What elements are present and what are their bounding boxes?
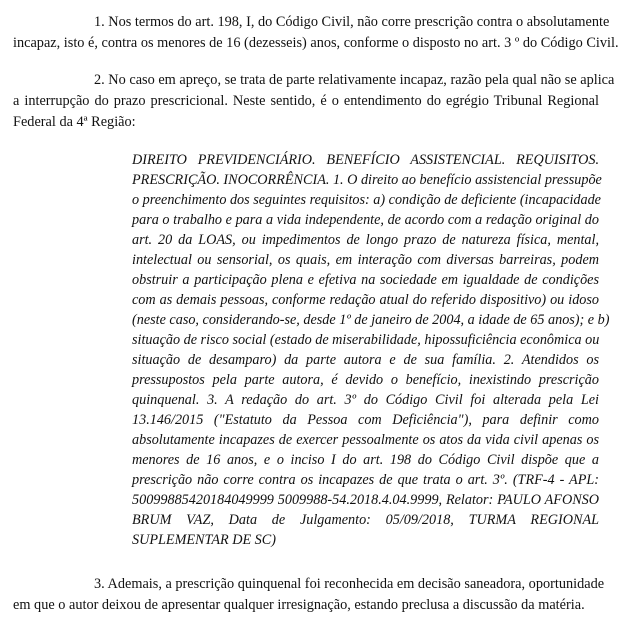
quote-line: 50099885420184049999 5009988-54.2018.4.04.9999, Relator: PAULO AFONSO [132,492,599,508]
quote-line: DIREITO PREVIDENCIÁRIO. BENEFÍCIO ASSISTENCIAL. REQUISITOS. [132,152,599,168]
quote-line: com as demais pessoas, conforme redação atual do referido dispositivo) ou idoso [132,292,599,308]
quote-line: (neste caso, considerando-se, desde 1º de janeiro de 2004, a idade de 65 anos); e b) [132,312,610,328]
quote-line: PRESCRIÇÃO. INOCORRÊNCIA. 1. O direito ao benefício assistencial pressupõe [132,172,602,188]
paragraph-3-line: em que o autor deixou de apresentar qualquer irresignação, estando preclusa a discussão da matéria. [13,597,585,613]
quote-line: situação de desamparo) da parte autora e de sua família. 2. Atendidos os [132,352,599,368]
quote-line: quinquenal. 3. A redação do art. 3º do Código Civil foi alterada pela Lei [132,392,599,408]
quote-line: o preenchimento dos seguintes requisitos: a) condição de deficiente (incapacidade [132,192,601,208]
paragraph-1-line: incapaz, isto é, contra os menores de 16 (dezesseis) anos, conforme o disposto no art. 3 º do Código Civil. [13,35,619,51]
quote-line: menores de 16 anos, e o inciso I do art. 198 do Código Civil dispõe que a [132,452,599,468]
quote-line: absolutamente incapazes de exercer pessoalmente os atos da vida civil apenas os [132,432,599,448]
quote-line: art. 20 da LOAS, ou impedimentos de longo prazo de natureza física, mental, [132,232,599,248]
quote-line: BRUM VAZ, Data de Julgamento: 05/09/2018, TURMA REGIONAL [132,512,599,528]
paragraph-1-line: 1. Nos termos do art. 198, I, do Código Civil, não corre prescrição contra o absolutamente [94,14,610,30]
quote-line: pressupostos pela parte autora, é devido o benefício, inexistindo prescrição [132,372,599,388]
quote-line: para o trabalho e para a vida independente, de acordo com a redação original do [132,212,599,228]
paragraph-2-line: Federal da 4ª Região: [13,114,136,130]
paragraph-2-line: a interrupção do prazo prescricional. Neste sentido, é o entendimento do egrégio Tribunal Regional [13,93,599,109]
quote-line: SUPLEMENTAR DE SC) [132,532,276,548]
quote-line: prescrição não corre contra os incapazes de que trata o art. 3º. (TRF-4 - APL: [132,472,599,488]
quote-line: obstruir a participação plena e efetiva na sociedade em igualdade de condições [132,272,599,288]
paragraph-3-line: 3. Ademais, a prescrição quinquenal foi reconhecida em decisão saneadora, oportunidade [94,576,605,592]
quote-line: 13.146/2015 ("Estatuto da Pessoa com Deficiência"), para definir como [132,412,599,428]
quote-line: intelectual ou sensorial, os quais, em interação com diversas barreiras, podem [132,252,599,268]
quote-line: situação de risco social (estado de miserabilidade, hipossuficiência econômica ou [132,332,600,348]
paragraph-2-line: 2. No caso em apreço, se trata de parte relativamente incapaz, razão pela qual não se aplica [94,72,615,88]
